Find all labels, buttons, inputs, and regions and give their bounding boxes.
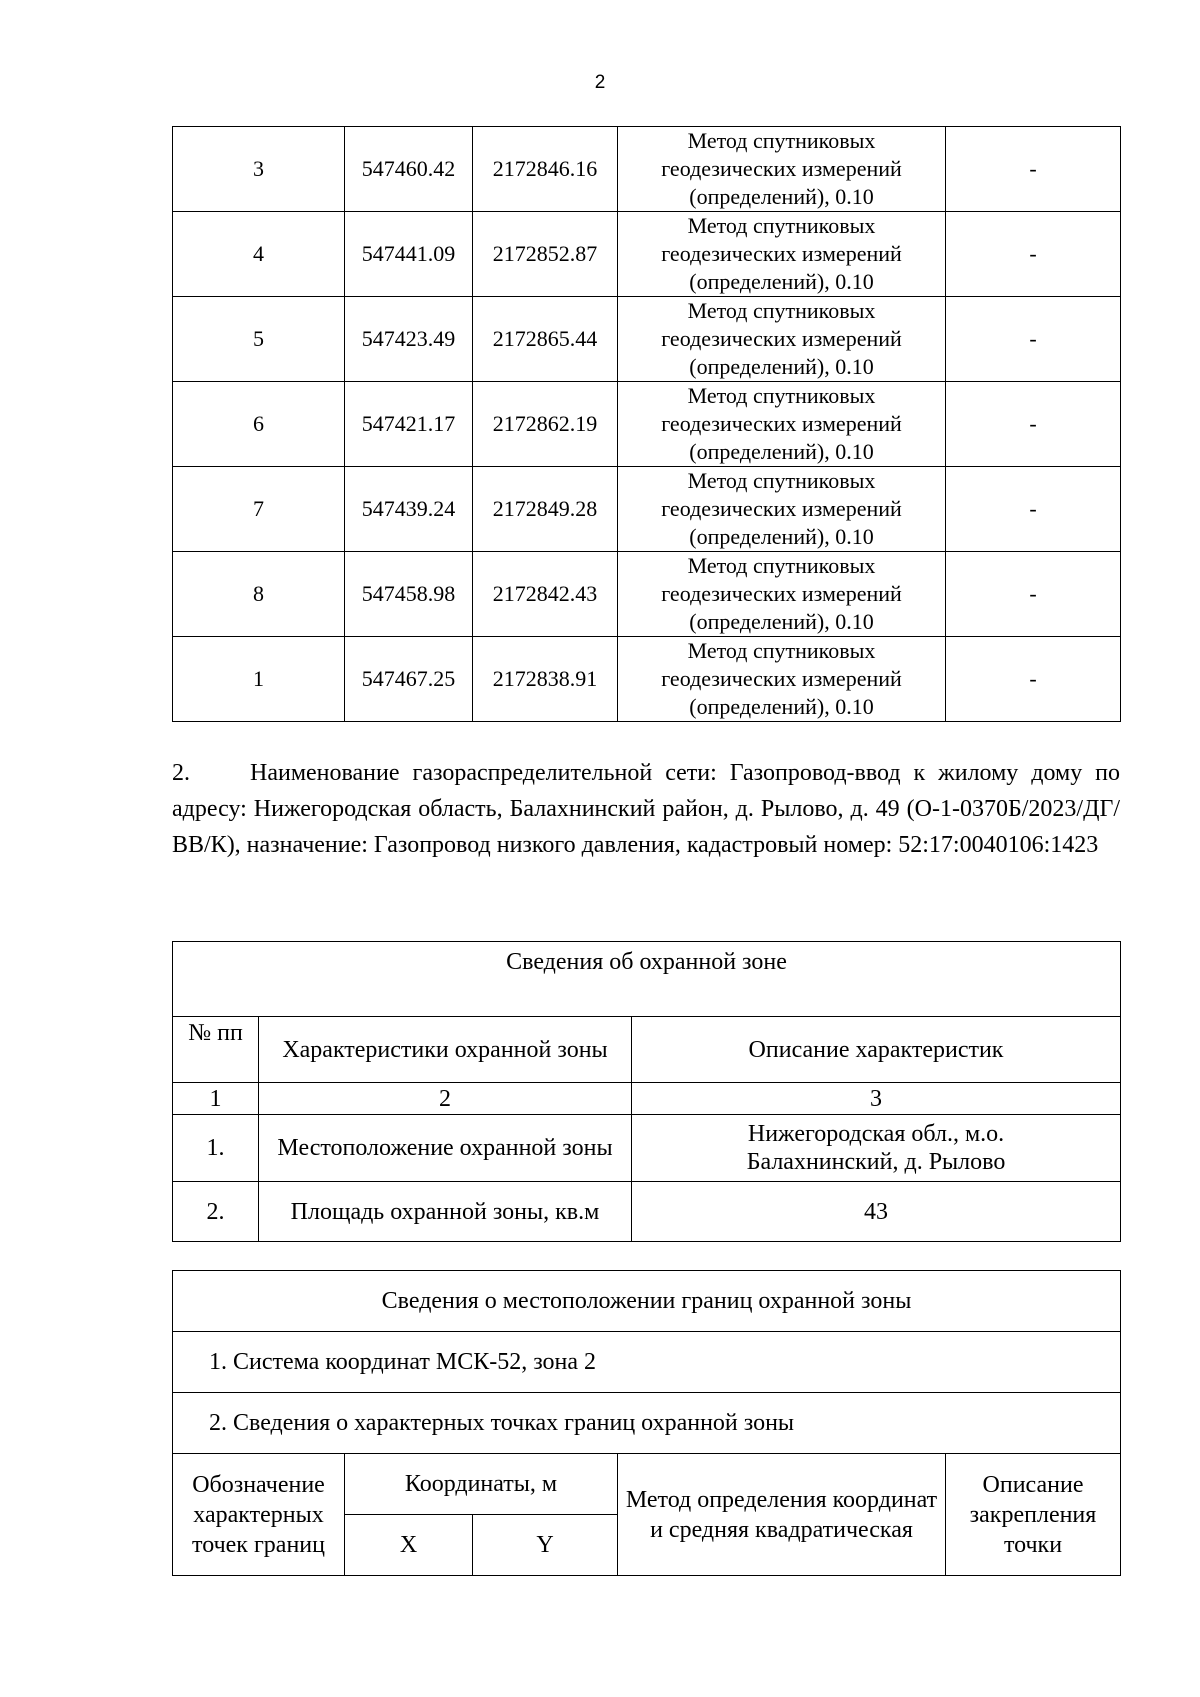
zone-row-label: Площадь охранной зоны, кв.м xyxy=(259,1182,632,1242)
coordinate-x: 547423.49 xyxy=(345,297,473,382)
coordinate-y: 2172849.28 xyxy=(473,467,618,552)
zone-table-title: Сведения об охранной зоне xyxy=(173,942,1121,1017)
method-description: Метод спутниковых геодезических измерений (определений), 0.10 xyxy=(618,382,946,467)
point-number: 5 xyxy=(173,297,345,382)
coordinate-row xyxy=(173,382,1121,467)
zone-row-number: 1. xyxy=(173,1115,259,1182)
zone-row-number: 2. xyxy=(173,1182,259,1242)
col-x: X xyxy=(345,1515,473,1576)
coordinate-row xyxy=(173,467,1121,552)
point-number: 3 xyxy=(173,127,345,212)
coordinate-row xyxy=(173,552,1121,637)
bounds-table-title: Сведения о местоположении границ охранной зоны xyxy=(173,1271,1121,1332)
zone-index-3: 3 xyxy=(632,1083,1121,1115)
coordinate-y: 2172862.19 xyxy=(473,382,618,467)
method-description: Метод спутниковых геодезических измерений (определений), 0.10 xyxy=(618,467,946,552)
method-description: Метод спутниковых геодезических измерений (определений), 0.10 xyxy=(618,127,946,212)
method-description: Метод спутниковых геодезических измерений (определений), 0.10 xyxy=(618,637,946,722)
zone-header-characteristics: Характеристики охранной зоны xyxy=(259,1017,632,1083)
zone-header-number: № пп xyxy=(173,1017,259,1083)
coordinate-row xyxy=(173,297,1121,382)
coordinate-row xyxy=(173,127,1121,212)
coordinate-row xyxy=(173,212,1121,297)
zone-index-2: 2 xyxy=(259,1083,632,1115)
zone-header-description: Описание характеристик xyxy=(632,1017,1121,1083)
coordinate-system-row: 1. Система координат МСК-52, зона 2 xyxy=(173,1332,1121,1393)
page-number: 2 xyxy=(594,72,606,93)
network-description-paragraph xyxy=(172,755,1120,863)
coordinate-x: 547441.09 xyxy=(345,212,473,297)
fixing-description: - xyxy=(946,382,1121,467)
coordinate-x: 547460.42 xyxy=(345,127,473,212)
point-number: 8 xyxy=(173,552,345,637)
col-coordinates: Координаты, м xyxy=(345,1454,618,1515)
col-y: Y xyxy=(473,1515,618,1576)
point-number: 4 xyxy=(173,212,345,297)
coordinate-y: 2172852.87 xyxy=(473,212,618,297)
method-description: Метод спутниковых геодезических измерений (определений), 0.10 xyxy=(618,212,946,297)
points-title-row: 2. Сведения о характерных точках границ охранной зоны xyxy=(173,1393,1121,1454)
fixing-description: - xyxy=(946,467,1121,552)
zone-index-1: 1 xyxy=(173,1083,259,1115)
fixing-description: - xyxy=(946,212,1121,297)
coordinate-y: 2172846.16 xyxy=(473,127,618,212)
point-number: 1 xyxy=(173,637,345,722)
zone-info-table xyxy=(172,941,1121,1242)
coordinate-y: 2172838.91 xyxy=(473,637,618,722)
zone-row-label: Местоположение охранной зоны xyxy=(259,1115,632,1182)
col-point-designation: Обозначение характерных точек границ xyxy=(173,1454,345,1576)
coordinate-x: 547439.24 xyxy=(345,467,473,552)
coordinate-x: 547458.98 xyxy=(345,552,473,637)
point-number: 7 xyxy=(173,467,345,552)
fixing-description: - xyxy=(946,637,1121,722)
boundary-info-table xyxy=(172,1270,1121,1576)
paragraph-number: 2. xyxy=(172,760,190,786)
fixing-description: - xyxy=(946,552,1121,637)
method-description: Метод спутниковых геодезических измерений (определений), 0.10 xyxy=(618,552,946,637)
fixing-description: - xyxy=(946,297,1121,382)
method-description: Метод спутниковых геодезических измерений (определений), 0.10 xyxy=(618,297,946,382)
coordinate-y: 2172842.43 xyxy=(473,552,618,637)
zone-row-value: 43 xyxy=(632,1182,1121,1242)
coordinate-x: 547467.25 xyxy=(345,637,473,722)
coordinate-row xyxy=(173,637,1121,722)
col-fixing-description: Описание закрепления точки xyxy=(946,1454,1121,1576)
col-method: Метод определения координат и средняя квадратическая xyxy=(618,1454,946,1576)
fixing-description: - xyxy=(946,127,1121,212)
coordinates-table xyxy=(172,126,1121,722)
coordinate-x: 547421.17 xyxy=(345,382,473,467)
coordinate-y: 2172865.44 xyxy=(473,297,618,382)
paragraph-text: Наименование газораспределительной сети: Газопровод-ввод к жилому дому по адресу: Нижегородская область, Балахнинский район, д. Рылово, д. 49 (О-1-0370Б/2023/ДГ/ВВ/К), назначение: Газопровод низкого давления, кадастровый номер: 52:17:0040106:1423 xyxy=(172,760,1120,858)
zone-row-value: Нижегородская обл., м.о. Балахнинский, д. Рылово xyxy=(632,1115,1121,1182)
point-number: 6 xyxy=(173,382,345,467)
